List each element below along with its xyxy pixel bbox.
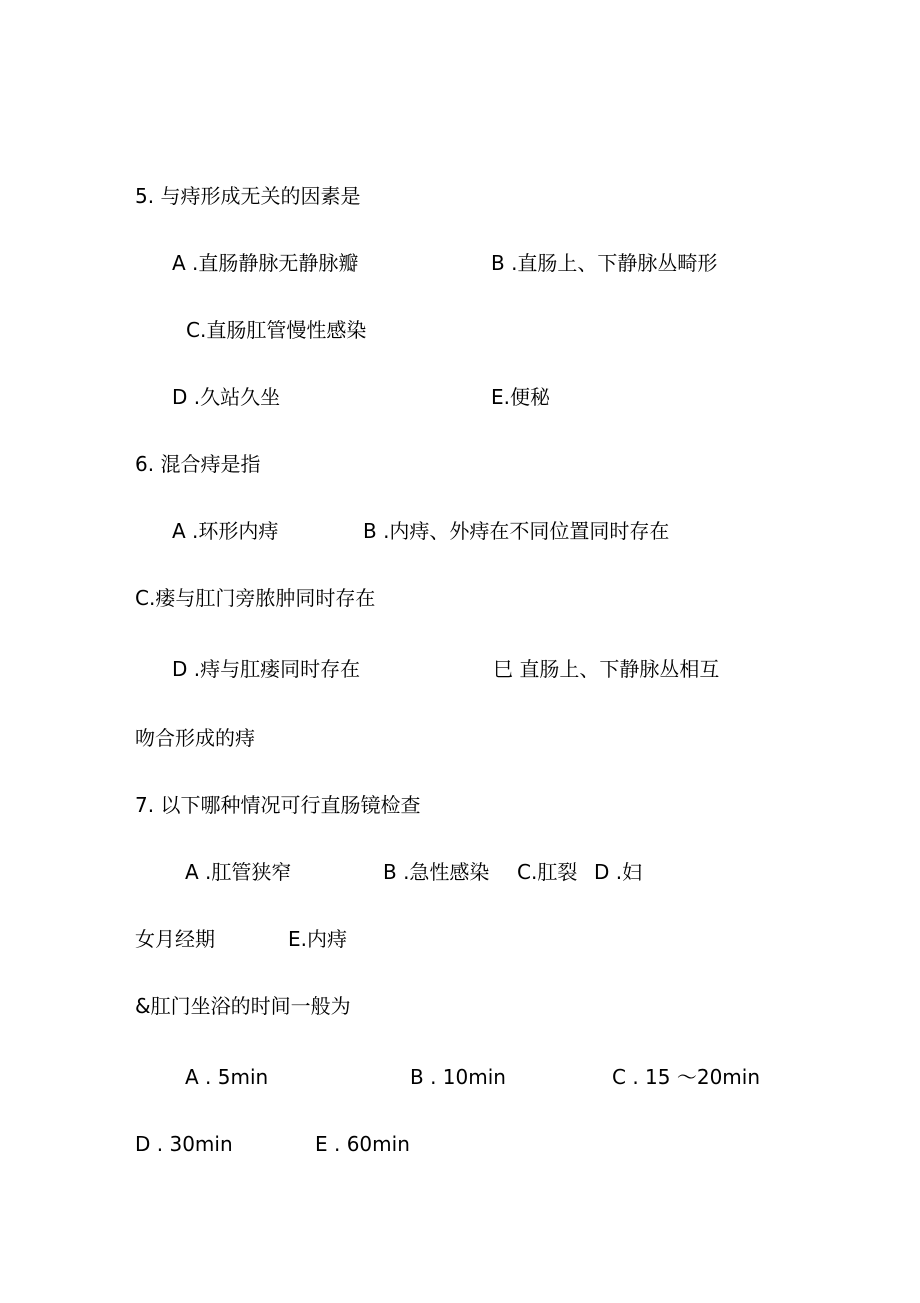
q8-option-a: A . 5min: [185, 1065, 269, 1089]
q8-stem: &肛门坐浴的时间一般为: [135, 994, 351, 1018]
q6-option-c: C.瘘与肛门旁脓肿同时存在: [135, 586, 376, 610]
q5-option-c: C.直肠肛管慢性感染: [186, 318, 367, 342]
q6-option-e-continued: 吻合形成的痔: [135, 726, 255, 750]
q5-option-b: B .直肠上、下静脉丛畸形: [491, 251, 718, 275]
q6-option-d: D .痔与肛瘘同时存在: [172, 657, 361, 681]
q7-option-e: E.内痔: [288, 927, 347, 951]
q6-option-b: B .内痔、外痔在不同位置同时存在: [363, 519, 670, 543]
q7-option-d-continued: 女月经期: [135, 927, 215, 951]
q7-stem: 7. 以下哪种情况可行直肠镜检查: [135, 793, 421, 817]
q6-stem: 6. 混合痔是指: [135, 452, 261, 476]
q6-option-e: 巳 直肠上、下静脉丛相互: [493, 657, 720, 681]
q5-option-d: D .久站久坐: [172, 385, 281, 409]
q8-option-e: E . 60min: [315, 1132, 410, 1156]
q5-stem: 5. 与痔形成无关的因素是: [135, 184, 361, 208]
q7-option-a: A .肛管狭窄: [185, 860, 292, 884]
q7-option-b: B .急性感染: [383, 860, 490, 884]
q6-option-a: A .环形内痔: [172, 519, 279, 543]
q7-option-d: D .妇: [594, 860, 643, 884]
q8-option-b: B . 10min: [410, 1065, 506, 1089]
q7-option-c: C.肛裂: [517, 860, 578, 884]
q8-option-c: C . 15 ～20min: [612, 1065, 761, 1089]
q8-option-d: D . 30min: [135, 1132, 233, 1156]
q5-option-e: E.便秘: [491, 385, 550, 409]
q5-option-a: A .直肠静脉无静脉瓣: [172, 251, 359, 275]
